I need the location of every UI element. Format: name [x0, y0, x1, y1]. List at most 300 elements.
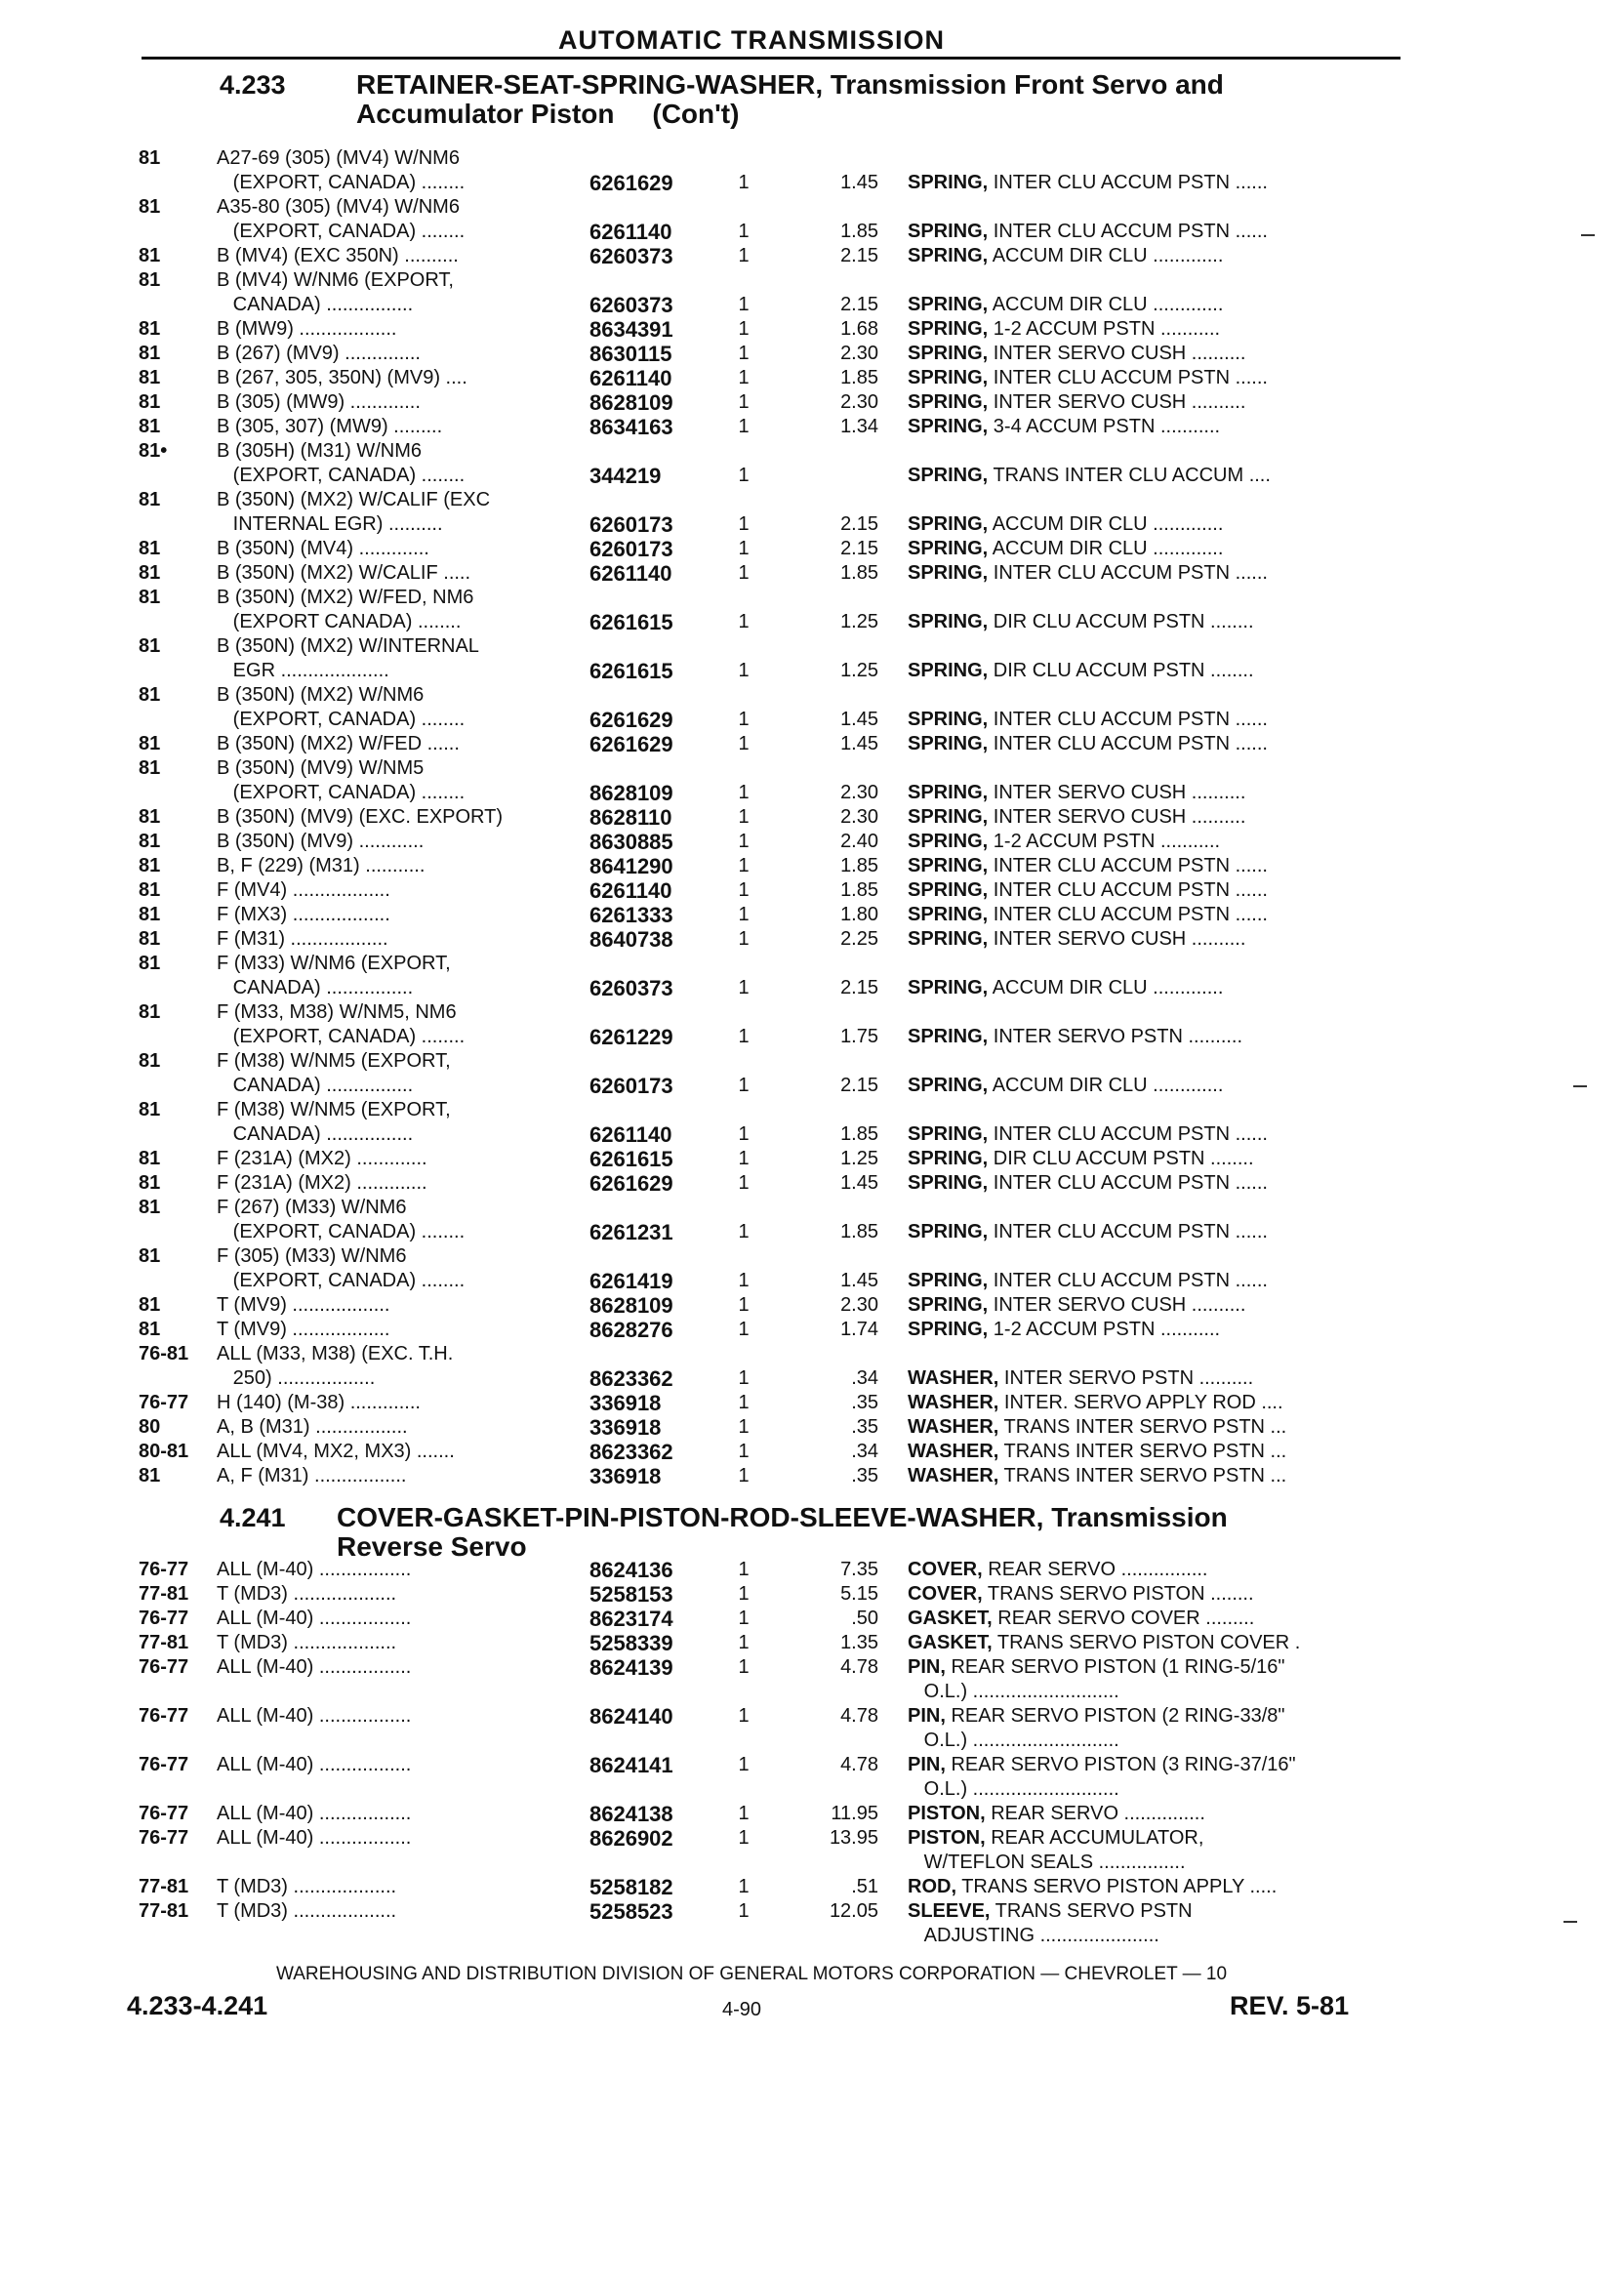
- part-number: 6261615: [589, 1147, 673, 1171]
- part-name: SPRING,: [908, 245, 989, 266]
- part-detail: 1-2 ACCUM PSTN ...........: [988, 831, 1221, 852]
- model-application: ALL (M-40) .................: [217, 1656, 412, 1678]
- part-description: [908, 171, 1396, 195]
- part-description: [908, 1704, 1396, 1753]
- part-detail: INTER SERVO CUSH ..........: [988, 806, 1246, 828]
- part-detail: TRANS INTER SERVO PSTN ...: [998, 1441, 1287, 1462]
- model-application: ALL (M-40) .................: [217, 1608, 412, 1629]
- part-number: 8624140: [589, 1704, 673, 1729]
- part-name: SPRING,: [908, 538, 989, 559]
- model-application: B (350N) (MX2) W/CALIF .....: [217, 562, 471, 584]
- part-name: SPRING,: [908, 611, 989, 632]
- table-row: [0, 1415, 1624, 1440]
- part-number: 6260373: [589, 244, 673, 268]
- part-description: [908, 1391, 1396, 1415]
- part-number: 336918: [589, 1391, 662, 1415]
- part-description: [908, 390, 1396, 415]
- price: 2.30: [840, 1294, 878, 1316]
- year-range: 81: [139, 1172, 161, 1194]
- quantity: 1: [738, 1441, 750, 1462]
- part-detail: ACCUM DIR CLU .............: [988, 977, 1224, 998]
- part-number: 6260173: [589, 537, 673, 561]
- quantity: 1: [738, 1026, 750, 1047]
- part-detail: 1-2 ACCUM PSTN ...........: [988, 1319, 1221, 1340]
- footer-page-number: 4-90: [722, 1999, 762, 2020]
- quantity: 1: [738, 831, 750, 852]
- quantity: 1: [738, 416, 750, 437]
- part-description: [908, 366, 1396, 390]
- year-range: 81: [139, 538, 161, 559]
- price: .35: [851, 1465, 878, 1486]
- part-detail: REAR SERVO COVER .........: [992, 1608, 1255, 1629]
- part-number: 6261231: [589, 1220, 673, 1244]
- quantity: 1: [738, 343, 750, 364]
- part-description: [908, 927, 1396, 952]
- part-description: [908, 1875, 1396, 1899]
- footer-revision: REV. 5-81: [1230, 1991, 1350, 2020]
- part-number: 6260173: [589, 512, 673, 537]
- part-detail: INTER SERVO CUSH ..........: [988, 782, 1246, 803]
- model-application: F (231A) (MX2) .............: [217, 1172, 427, 1194]
- table-row: [0, 146, 1624, 195]
- model-application: B (305H) (M31) W/NM6 (EXPORT, CANADA) ........: [217, 440, 466, 486]
- section-title-line2: Reverse Servo: [337, 1531, 527, 1562]
- price: 1.25: [840, 1148, 878, 1169]
- price: 1.25: [840, 611, 878, 632]
- model-application: B (350N) (MX2) W/FED ......: [217, 733, 460, 754]
- part-detail: INTER CLU ACCUM PSTN ......: [988, 221, 1268, 242]
- model-application: A35-80 (305) (MV4) W/NM6 (EXPORT, CANADA) ........: [217, 196, 466, 242]
- quantity: 1: [738, 660, 750, 681]
- part-number: 8628109: [589, 781, 673, 805]
- part-name: SPRING,: [908, 1172, 989, 1194]
- part-detail: INTER SERVO PSTN ..........: [998, 1367, 1254, 1389]
- part-detail: INTER SERVO CUSH ..........: [988, 928, 1246, 950]
- price: 1.80: [840, 904, 878, 925]
- part-name: SPRING,: [908, 343, 989, 364]
- quantity: 1: [738, 709, 750, 730]
- model-application: B (267, 305, 350N) (MV9) ....: [217, 367, 467, 388]
- part-number: 5258153: [589, 1582, 673, 1607]
- table-row: [0, 854, 1624, 878]
- part-description: [908, 1753, 1396, 1802]
- part-name: SPRING,: [908, 465, 989, 486]
- model-application: ALL (M-40) .................: [217, 1803, 412, 1824]
- table-row: [0, 586, 1624, 634]
- price: 1.45: [840, 172, 878, 193]
- quantity: 1: [738, 806, 750, 828]
- part-name: SPRING,: [908, 1319, 989, 1340]
- table-row: [0, 903, 1624, 927]
- table-row: [0, 830, 1624, 854]
- part-name: SPRING,: [908, 416, 989, 437]
- part-name: SPRING,: [908, 172, 989, 193]
- quantity: 1: [738, 465, 750, 486]
- part-description: [908, 1415, 1396, 1440]
- quantity: 1: [738, 977, 750, 998]
- price: 1.85: [840, 1123, 878, 1145]
- year-range: 77-81: [139, 1876, 189, 1897]
- price: 1.85: [840, 562, 878, 584]
- year-range: 81: [139, 806, 161, 828]
- part-detail: ACCUM DIR CLU .............: [988, 538, 1224, 559]
- part-number: 8641290: [589, 854, 673, 878]
- part-description: [908, 537, 1396, 561]
- table-row: [0, 415, 1624, 439]
- price: .50: [851, 1608, 878, 1629]
- table-row: [0, 1704, 1624, 1753]
- model-application: F (MX3) ..................: [217, 904, 390, 925]
- table-row: [0, 1049, 1624, 1098]
- price: .35: [851, 1392, 878, 1413]
- part-detail: ACCUM DIR CLU .............: [988, 1075, 1224, 1096]
- part-name: SPRING,: [908, 1123, 989, 1145]
- quantity: 1: [738, 1172, 750, 1194]
- year-range: 81: [139, 1197, 161, 1218]
- model-application: T (MD3) ...................: [217, 1632, 397, 1653]
- part-description: [908, 830, 1396, 854]
- price: 2.15: [840, 977, 878, 998]
- table-row: [0, 927, 1624, 952]
- price: 1.85: [840, 879, 878, 901]
- part-detail: INTER SERVO CUSH ..........: [988, 1294, 1246, 1316]
- page-header: [142, 25, 1401, 60]
- quantity: 1: [738, 1221, 750, 1242]
- price: 2.30: [840, 391, 878, 413]
- part-name: SPRING,: [908, 221, 989, 242]
- price: 1.34: [840, 416, 878, 437]
- part-number: 6261629: [589, 171, 673, 195]
- model-application: B (350N) (MV9) ............: [217, 831, 425, 852]
- page-title: AUTOMATIC TRANSMISSION: [558, 25, 945, 55]
- year-range: 81: [139, 1148, 161, 1169]
- price: 11.95: [831, 1803, 878, 1824]
- margin-mark: [1581, 234, 1595, 236]
- year-range: 81: [139, 587, 161, 608]
- section-title: RETAINER-SEAT-SPRING-WASHER, Transmission Front Servo and: [356, 69, 1224, 100]
- price: 1.74: [840, 1319, 878, 1340]
- model-application: A, B (M31) .................: [217, 1416, 408, 1438]
- part-number: 8624136: [589, 1558, 673, 1582]
- footer-section-code: 4.233-4.241: [127, 1991, 268, 2020]
- quantity: 1: [738, 1876, 750, 1897]
- part-detail: INTER CLU ACCUM PSTN ......: [988, 733, 1268, 754]
- table-row: [0, 1171, 1624, 1196]
- year-range: 81: [139, 245, 161, 266]
- year-range: 76-77: [139, 1656, 189, 1678]
- year-range: 80: [139, 1416, 161, 1438]
- part-description: [908, 659, 1396, 683]
- part-description: [908, 1607, 1396, 1631]
- model-application: T (MD3) ...................: [217, 1583, 397, 1605]
- year-range: 81: [139, 416, 161, 437]
- part-number: 5258523: [589, 1899, 673, 1924]
- part-number: 6261229: [589, 1025, 673, 1049]
- price: 2.30: [840, 343, 878, 364]
- year-range: 76-77: [139, 1705, 189, 1727]
- year-range: 81: [139, 904, 161, 925]
- year-range: 81: [139, 1099, 161, 1120]
- price: 1.85: [840, 367, 878, 388]
- model-application: F (M38) W/NM5 (EXPORT, CANADA) ................: [217, 1050, 451, 1096]
- year-range: 76-77: [139, 1754, 189, 1775]
- year-range: 76-77: [139, 1803, 189, 1824]
- part-name: SPRING,: [908, 709, 989, 730]
- part-number: 6261615: [589, 659, 673, 683]
- part-number: 8623174: [589, 1607, 673, 1631]
- part-detail: INTER SERVO CUSH ..........: [988, 391, 1246, 413]
- quantity: 1: [738, 1367, 750, 1389]
- price: 12.05: [829, 1900, 878, 1922]
- part-description: [908, 708, 1396, 732]
- part-number: 344219: [589, 464, 662, 488]
- part-description: [908, 781, 1396, 805]
- model-application: F (M31) ..................: [217, 928, 388, 950]
- part-number: 5258339: [589, 1631, 673, 1655]
- year-range: 81: [139, 318, 161, 340]
- model-application: B (350N) (MX2) W/INTERNAL EGR ....................: [217, 635, 479, 681]
- part-number: 6261629: [589, 732, 673, 756]
- table-row: [0, 1147, 1624, 1171]
- quantity: 1: [738, 513, 750, 535]
- price: 1.85: [840, 855, 878, 876]
- year-range: 81: [139, 391, 161, 413]
- quantity: 1: [738, 611, 750, 632]
- section-title-line2: Accumulator Piston: [356, 99, 615, 129]
- table-row: [0, 244, 1624, 268]
- part-description: [908, 1899, 1396, 1948]
- part-detail: REAR SERVO PISTON (1 RING-5/16" O.L.) ...........................: [923, 1656, 1285, 1702]
- model-application: B (350N) (MV9) W/NM5 (EXPORT, CANADA) ........: [217, 757, 466, 803]
- price: 2.25: [840, 928, 878, 950]
- part-name: SPRING,: [908, 904, 989, 925]
- part-number: 336918: [589, 1415, 662, 1440]
- quantity: 1: [738, 1319, 750, 1340]
- part-detail: DIR CLU ACCUM PSTN ........: [988, 611, 1254, 632]
- year-range: 77-81: [139, 1583, 189, 1605]
- table-row: [0, 342, 1624, 366]
- part-number: 8624141: [589, 1753, 673, 1777]
- model-application: ALL (M-40) .................: [217, 1827, 412, 1849]
- year-range: 81: [139, 928, 161, 950]
- quantity: 1: [738, 928, 750, 950]
- part-description: [908, 561, 1396, 586]
- section-title-suffix: (Con't): [652, 99, 740, 129]
- model-application: B (267) (MV9) ..............: [217, 343, 421, 364]
- price: 1.45: [840, 709, 878, 730]
- table-row: [0, 732, 1624, 756]
- section-title: COVER-GASKET-PIN-PISTON-ROD-SLEEVE-WASHER, Transmission: [337, 1502, 1228, 1532]
- model-application: B (350N) (MX2) W/CALIF (EXC INTERNAL EGR) ..........: [217, 489, 491, 535]
- price: 1.45: [840, 1270, 878, 1291]
- year-range: 81: [139, 831, 161, 852]
- part-detail: ACCUM DIR CLU .............: [988, 294, 1224, 315]
- part-detail: INTER CLU ACCUM PSTN ......: [988, 1221, 1268, 1242]
- model-application: F (M38) W/NM5 (EXPORT, CANADA) ................: [217, 1099, 451, 1145]
- price: 1.25: [840, 660, 878, 681]
- part-description: [908, 1293, 1396, 1318]
- table-row: [0, 1802, 1624, 1826]
- part-name: GASKET,: [908, 1632, 993, 1653]
- model-application: B (MV4) W/NM6 (EXPORT, CANADA) ................: [217, 269, 454, 315]
- table-row: [0, 1318, 1624, 1342]
- part-description: [908, 610, 1396, 634]
- table-row: [0, 878, 1624, 903]
- part-name: ROD,: [908, 1876, 956, 1897]
- part-detail: DIR CLU ACCUM PSTN ........: [988, 1148, 1254, 1169]
- table-row: [0, 1582, 1624, 1607]
- part-description: [908, 1025, 1396, 1049]
- table-row: [0, 1098, 1624, 1147]
- year-range: 81: [139, 879, 161, 901]
- part-detail: INTER CLU ACCUM PSTN ......: [988, 562, 1268, 584]
- table-row: [0, 1753, 1624, 1802]
- part-description: [908, 1802, 1396, 1826]
- price: 5.15: [840, 1583, 878, 1605]
- year-range: 81: [139, 855, 161, 876]
- price: .51: [851, 1876, 878, 1897]
- part-detail: INTER CLU ACCUM PSTN ......: [988, 709, 1268, 730]
- quantity: 1: [738, 1294, 750, 1316]
- part-name: SPRING,: [908, 733, 989, 754]
- quantity: 1: [738, 1583, 750, 1605]
- table-row: [0, 1631, 1624, 1655]
- table-row: [0, 756, 1624, 805]
- part-description: [908, 317, 1396, 342]
- year-range: 77-81: [139, 1632, 189, 1653]
- part-name: COVER,: [908, 1559, 983, 1580]
- table-row: [0, 537, 1624, 561]
- table-row: [0, 1244, 1624, 1293]
- part-name: SPRING,: [908, 1270, 989, 1291]
- part-name: SPRING,: [908, 294, 989, 315]
- part-detail: TRANS SERVO PISTON ........: [982, 1583, 1254, 1605]
- part-number: 6261140: [589, 878, 672, 903]
- part-description: [908, 1826, 1396, 1875]
- part-detail: TRANS SERVO PSTN ADJUSTING ......................: [923, 1900, 1193, 1946]
- parts-table: [0, 146, 1624, 1488]
- part-number: 336918: [589, 1464, 662, 1488]
- year-range: 81: [139, 1050, 161, 1072]
- part-number: 6261140: [589, 1122, 672, 1147]
- quantity: 1: [738, 294, 750, 315]
- part-number: 6260373: [589, 976, 673, 1000]
- price: .34: [851, 1367, 878, 1389]
- part-name: PISTON,: [908, 1827, 986, 1849]
- part-number: 8630885: [589, 830, 673, 854]
- part-name: SPRING,: [908, 660, 989, 681]
- quantity: 1: [738, 391, 750, 413]
- part-name: SPRING,: [908, 318, 989, 340]
- price: 2.15: [840, 245, 878, 266]
- part-detail: REAR ACCUMULATOR, W/TEFLON SEALS ................: [923, 1827, 1204, 1873]
- model-application: A27-69 (305) (MV4) W/NM6 (EXPORT, CANADA) ........: [217, 147, 466, 193]
- table-row: [0, 366, 1624, 390]
- quantity: 1: [738, 538, 750, 559]
- model-application: B (350N) (MX2) W/NM6 (EXPORT, CANADA) ........: [217, 684, 466, 730]
- part-detail: INTER SERVO PSTN ..........: [988, 1026, 1243, 1047]
- part-name: WASHER,: [908, 1441, 999, 1462]
- year-range: 81: [139, 733, 161, 754]
- year-range: 76-77: [139, 1827, 189, 1849]
- model-application: ALL (M33, M38) (EXC. T.H. 250) ..................: [217, 1343, 454, 1389]
- year-range: 81: [139, 635, 161, 657]
- table-row: [0, 952, 1624, 1000]
- table-row: [0, 317, 1624, 342]
- part-number: 8634391: [589, 317, 673, 342]
- part-name: SPRING,: [908, 391, 989, 413]
- price: 2.15: [840, 294, 878, 315]
- part-name: SPRING,: [908, 928, 989, 950]
- quantity: 1: [738, 1416, 750, 1438]
- year-range: 81: [139, 1465, 161, 1486]
- part-detail: DIR CLU ACCUM PSTN ........: [988, 660, 1254, 681]
- parts-table: [0, 1558, 1624, 1948]
- year-range: 81: [139, 1001, 161, 1023]
- price: 2.15: [840, 1075, 878, 1096]
- section-heading: [0, 70, 1624, 146]
- quantity: 1: [738, 1827, 750, 1849]
- part-name: SPRING,: [908, 879, 989, 901]
- part-number: 5258182: [589, 1875, 673, 1899]
- price: 1.85: [840, 1221, 878, 1242]
- part-name: WASHER,: [908, 1367, 999, 1389]
- part-number: 8624139: [589, 1655, 673, 1680]
- quantity: 1: [738, 245, 750, 266]
- model-application: F (305) (M33) W/NM6 (EXPORT, CANADA) ........: [217, 1245, 466, 1291]
- quantity: 1: [738, 318, 750, 340]
- quantity: 1: [738, 1148, 750, 1169]
- model-application: ALL (M-40) .................: [217, 1559, 412, 1580]
- part-number: 6261615: [589, 610, 673, 634]
- table-row: [0, 1899, 1624, 1948]
- quantity: 1: [738, 904, 750, 925]
- part-description: [908, 1631, 1396, 1655]
- section-4-233: [0, 70, 1624, 1488]
- quantity: 1: [738, 1559, 750, 1580]
- model-application: B (350N) (MV9) (EXC. EXPORT): [217, 806, 504, 828]
- part-name: SPRING,: [908, 1075, 989, 1096]
- model-application: F (231A) (MX2) .............: [217, 1148, 427, 1169]
- margin-mark: [1573, 1085, 1587, 1087]
- model-application: ALL (MV4, MX2, MX3) .......: [217, 1441, 455, 1462]
- price: 2.30: [840, 782, 878, 803]
- part-detail: INTER CLU ACCUM PSTN ......: [988, 855, 1268, 876]
- part-name: SPRING,: [908, 782, 989, 803]
- table-row: [0, 1607, 1624, 1631]
- year-range: 77-81: [139, 1900, 189, 1922]
- year-range: 81: [139, 562, 161, 584]
- part-description: [908, 512, 1396, 537]
- price: 2.15: [840, 513, 878, 535]
- part-name: SPRING,: [908, 1294, 989, 1316]
- price: 4.78: [840, 1705, 878, 1727]
- part-detail: ACCUM DIR CLU .............: [988, 513, 1224, 535]
- part-description: [908, 1220, 1396, 1244]
- part-number: 8623362: [589, 1440, 673, 1464]
- part-name: PIN,: [908, 1705, 946, 1727]
- part-description: [908, 1440, 1396, 1464]
- table-row: [0, 439, 1624, 488]
- price: 1.75: [840, 1026, 878, 1047]
- part-number: 6261140: [589, 561, 672, 586]
- quantity: 1: [738, 879, 750, 901]
- part-detail: ACCUM DIR CLU .............: [988, 245, 1224, 266]
- table-row: [0, 1342, 1624, 1391]
- part-description: [908, 293, 1396, 317]
- table-row: [0, 1464, 1624, 1488]
- part-detail: INTER CLU ACCUM PSTN ......: [988, 1123, 1268, 1145]
